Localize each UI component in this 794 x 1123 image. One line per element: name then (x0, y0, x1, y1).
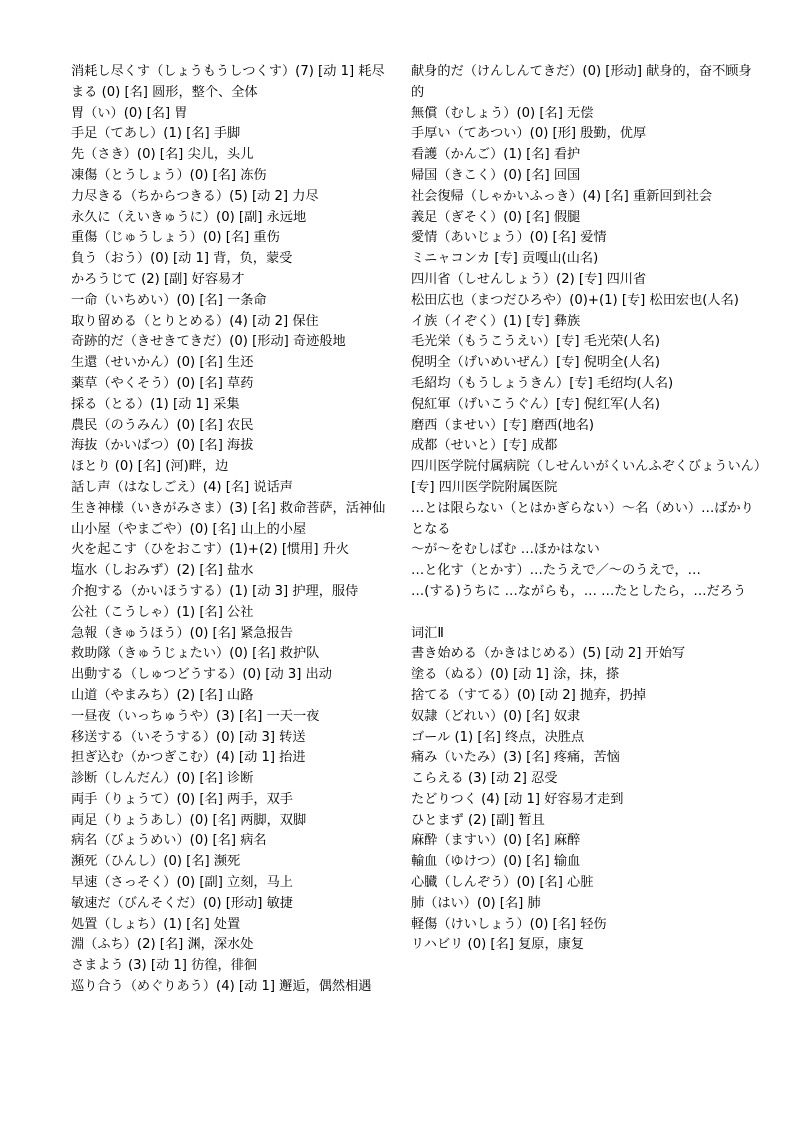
vocab-entry: 消耗し尽くす（しょうもうしつくす）(7) [动 1] 耗尽 (71, 64, 385, 79)
vocab-entry: 話し声（はなしごえ）(4) [名] 说话声 (71, 479, 293, 495)
vocab-entry: 看護（かんご）(1) [名] 看护 (411, 147, 581, 163)
vocab-entry: 軽傷（けいしょう）(0) [名] 轻伤 (411, 916, 607, 932)
vocab-entry: リハビリ (0) [名] 复原，康复 (411, 937, 585, 953)
vocab-entry: 処置（しょち）(1) [名] 处置 (71, 916, 241, 932)
vocab-entry: 巡り合う（めぐりあう）(4) [动 1] 邂逅，偶然相遇 (71, 979, 372, 995)
vocab-entry: 四川省（しせんしょう）(2) [专] 四川省 (411, 271, 647, 287)
vocab-entry: 診断（しんだん）(0) [名] 诊断 (71, 771, 254, 787)
vocab-entry: ひとまず (2) [副] 暂且 (411, 812, 545, 828)
vocab-entry: 力尽きる（ちからつきる）(5) [动 2] 力尽 (71, 188, 319, 204)
vocab-entry: ほとり (0) [名] (河)畔，边 (71, 459, 229, 475)
vocab-entry: 負う（おう）(0) [动 1] 背，负，蒙受 (71, 251, 293, 267)
vocab-entry: 松田広也（まつだひろや）(0)+(1) [专] 松田宏也(人名) (411, 292, 739, 308)
vocabulary-list-bottom (411, 644, 761, 956)
vocab-entry: 救助隊（きゅうじょたい）(0) [名] 救护队 (71, 646, 320, 662)
vocab-entry: 取り留める（とりとめる）(4) [动 2] 保住 (71, 313, 319, 329)
vocab-entry: 一昼夜（いっちゅうや）(3) [名] 一天一夜 (71, 708, 320, 724)
vocabulary-left-column (71, 62, 389, 998)
vocab-entry: ゴール (1) [名] 终点，决胜点 (411, 729, 585, 745)
vocab-entry: 両手（りょうて）(0) [名] 两手，双手 (71, 791, 293, 807)
vocab-entry: イ族（イぞく）(1) [专] 彝族 (411, 313, 581, 329)
vocab-entry: 肺（はい）(0) [名] 肺 (411, 895, 541, 911)
vocab-entry: 重傷（じゅうしょう）(0) [名] 重伤 (71, 230, 280, 246)
vocab-entry: 塗る（ぬる）(0) [动 1] 涂，抹，搽 (411, 667, 620, 683)
vocab-entry: 生き神様（いきがみさま）(3) [名] 救命菩萨，活神仙 (71, 500, 386, 516)
vocab-entry: 奇跡的だ（きせきてきだ）(0) [形动] 奇迹般地 (71, 334, 346, 350)
vocab-entry: ミニャコンカ [专] 贡嘎山(山名) (411, 251, 599, 267)
vocabulary-right-column (411, 62, 761, 956)
vocab-entry: 永久に（えいきゅうに）(0) [副] 永远地 (71, 209, 307, 225)
vocab-entry: 火を起こす（ひをおこす）(1)+(2) [惯用] 升火 (71, 542, 350, 558)
vocab-entry: たどりつく (4) [动 1] 好容易才走到 (411, 791, 624, 807)
vocab-entry: まる (0) [名] 圆形，整个、全体 (71, 84, 258, 100)
vocab-entry: 山小屋（やまごや）(0) [名] 山上的小屋 (71, 521, 307, 537)
vocab-entry: 愛情（あいじょう）(0) [名] 爱情 (411, 230, 607, 246)
vocab-entry: 痛み（いたみ）(3) [名] 疼痛，苦恼 (411, 750, 620, 766)
vocab-entry: 心臓（しんぞう）(0) [名] 心脏 (411, 875, 594, 891)
vocab-entry: 社会復帰（しゃかいふっき）(4) [名] 重新回到社会 (411, 188, 713, 204)
vocab-entry: 四川医学院付属病院（しせんいがくいんふぞくびょういん）[专] 四川医学院附属医院 (411, 459, 761, 495)
vocab-entry: 一命（いちめい）(0) [名] 一条命 (71, 292, 267, 308)
vocab-entry: 書き始める（かきはじめる）(5) [动 2] 开始写 (411, 646, 686, 662)
vocab-entry: 急報（きゅうほう）(0) [名] 紧急报告 (71, 625, 293, 641)
vocab-entry: 採る（とる）(1) [动 1] 采集 (71, 396, 240, 412)
vocab-entry: 毛紹均（もうしょうきん）[专] 毛绍均(人名) (411, 375, 674, 391)
vocab-entry: 倪紅軍（げいこうぐん）[专] 倪红军(人名) (411, 396, 660, 412)
vocab-entry: 生還（せいかん）(0) [名] 生还 (71, 355, 254, 371)
vocab-entry: 塩水（しおみず）(2) [名] 盐水 (71, 563, 254, 579)
vocab-entry: 輸血（ゆけつ）(0) [名] 输血 (411, 854, 581, 870)
vocab-entry: 薬草（やくそう）(0) [名] 草药 (71, 375, 254, 391)
vocab-entry: 海抜（かいばつ）(0) [名] 海拔 (71, 438, 254, 454)
vocab-entry: 両足（りょうあし）(0) [名] 两脚，双脚 (71, 812, 307, 828)
vocab-entry: 担ぎ込む（かつぎこむ）(4) [动 1] 抬进 (71, 750, 306, 766)
vocab-entry: 義足（ぎそく）(0) [名] 假腿 (411, 209, 581, 225)
vocab-entry: …とは限らない（とはかぎらない）～名（めい）…ばかりとなる (411, 500, 754, 537)
vocab-entry: 倪明全（げいめいぜん）[专] 倪明全(人名) (411, 355, 660, 371)
vocab-entry: 奴隷（どれい）(0) [名] 奴隶 (411, 708, 581, 724)
vocab-entry: 献身的だ（けんしんてきだ）(0) [形动] 献身的，奋不顾身的 (411, 64, 752, 100)
vocab-entry: 手足（てあし）(1) [名] 手脚 (71, 126, 241, 142)
vocab-entry: 麻酔（ますい）(0) [名] 麻醉 (411, 833, 581, 849)
vocab-entry: さまよう (3) [动 1] 彷徨，徘徊 (71, 958, 258, 974)
vocab-entry: 先（さき）(0) [名] 尖儿，头儿 (71, 147, 254, 163)
vocab-entry: 出動する（しゅつどうする）(0) [动 3] 出动 (71, 667, 332, 683)
vocab-entry: 捨てる（すてる）(0) [动 2] 抛弃，扔掉 (411, 687, 646, 703)
vocab-entry: 手厚い（てあつい）(0) [形] 殷勤，优厚 (411, 126, 647, 142)
vocab-entry: こらえる (3) [动 2] 忍受 (411, 771, 558, 787)
section-heading: 词汇Ⅱ (411, 625, 444, 641)
vocab-entry: 農民（のうみん）(0) [名] 农民 (71, 417, 254, 433)
vocab-entry: 病名（びょうめい）(0) [名] 病名 (71, 833, 267, 849)
vocab-entry: 凍傷（とうしょう）(0) [名] 冻伤 (71, 167, 267, 183)
vocab-entry: 瀕死（ひんし）(0) [名] 濒死 (71, 854, 241, 870)
vocab-entry: 胃（い）(0) [名] 胃 (71, 105, 188, 121)
vocab-entry: 公社（こうしゃ）(1) [名] 公社 (71, 604, 254, 620)
vocab-entry: 成都（せいと）[专] 成都 (411, 438, 558, 454)
vocab-entry: 介抱する（かいほうする）(1) [动 3] 护理，服侍 (71, 583, 359, 599)
section-spacer (411, 603, 761, 624)
vocab-entry: 毛光栄（もうこうえい）[专] 毛光荣(人名) (411, 334, 660, 350)
vocab-entry: 磨西（ませい）[专] 磨西(地名) (411, 417, 595, 433)
vocab-entry: …(する)うちに …ながらも，… …たとしたら，…だろう (411, 583, 747, 599)
vocab-entry: 帰国（きこく）(0) [名] 回国 (411, 167, 581, 183)
vocab-entry: かろうじて (2) [副] 好容易才 (71, 271, 245, 287)
vocab-entry: 淵（ふち）(2) [名] 渊，深水处 (71, 937, 254, 953)
vocab-entry: 敏速だ（びんそくだ）(0) [形动] 敏捷 (71, 895, 293, 911)
vocab-entry: 移送する（いそうする）(0) [动 3] 转送 (71, 729, 306, 745)
vocab-entry: 無償（むしょう）(0) [名] 无偿 (411, 105, 594, 121)
vocab-entry: …と化す（とかす）…たうえで／～のうえで，… (411, 563, 701, 579)
vocab-entry: ～が～をむしばむ …ほかはない (411, 542, 600, 558)
vocab-entry: 山道（やまみち）(2) [名] 山路 (71, 687, 254, 703)
vocab-entry: 早速（さっそく）(0) [副] 立刻，马上 (71, 875, 293, 891)
vocabulary-list-top (411, 62, 761, 603)
